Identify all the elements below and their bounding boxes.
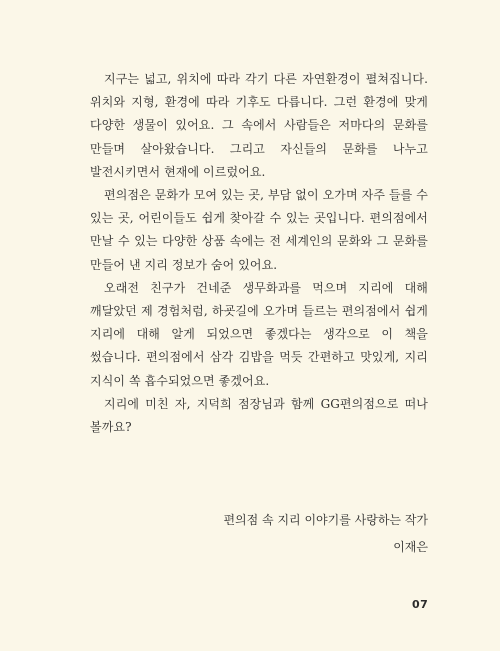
paragraph: 오래전 친구가 건네준 생무화과를 먹으며 지리에 대해 깨달았던 제 경험처럼, 하굣길에 오가며 들르는 편의점에서 쉽게 지리에 대해 알게 되었으면 좋겠다는 생각으로 이 책을 썼습니다. 편의점에서 삼각 김밥을 먹듯 간편하고 맛있게, 지리 지식이 쏙 흡수되었으면 좋겠어요. bbox=[90, 280, 428, 388]
preface-body bbox=[90, 68, 428, 439]
author-name: 이재은 bbox=[393, 540, 428, 554]
author-signoff bbox=[223, 508, 428, 559]
paragraph: 지구는 넓고, 위치에 따라 각기 다른 자연환경이 펼쳐집니다. 위치와 지형, 환경에 따라 기후도 다릅니다. 그런 환경에 맞게 다양한 생물이 있어요. 그 속에서 사람들은 저마다의 문화를 만들며 살아왔습니다. 그리고 자신들의 문화를 나누고 발전시키면서 현재에 이르렀어요. bbox=[90, 72, 428, 179]
paragraph: 편의점은 문화가 모여 있는 곳, 부담 없이 오가며 자주 들를 수 있는 곳, 어린이들도 쉽게 찾아갈 수 있는 곳입니다. 편의점에서 만날 수 있는 다양한 상품 속에는 전 세계인의 문화와 그 문화를 만들어 낸 지리 정보가 숨어 있어요. bbox=[90, 188, 428, 272]
paragraph: 지리에 미친 자, 지덕희 점장님과 함께 GG편의점으로 떠나 볼까요? bbox=[90, 396, 428, 435]
signoff-line: 편의점 속 지리 이야기를 사랑하는 작가 bbox=[223, 513, 428, 527]
page-number: 07 bbox=[412, 598, 429, 611]
